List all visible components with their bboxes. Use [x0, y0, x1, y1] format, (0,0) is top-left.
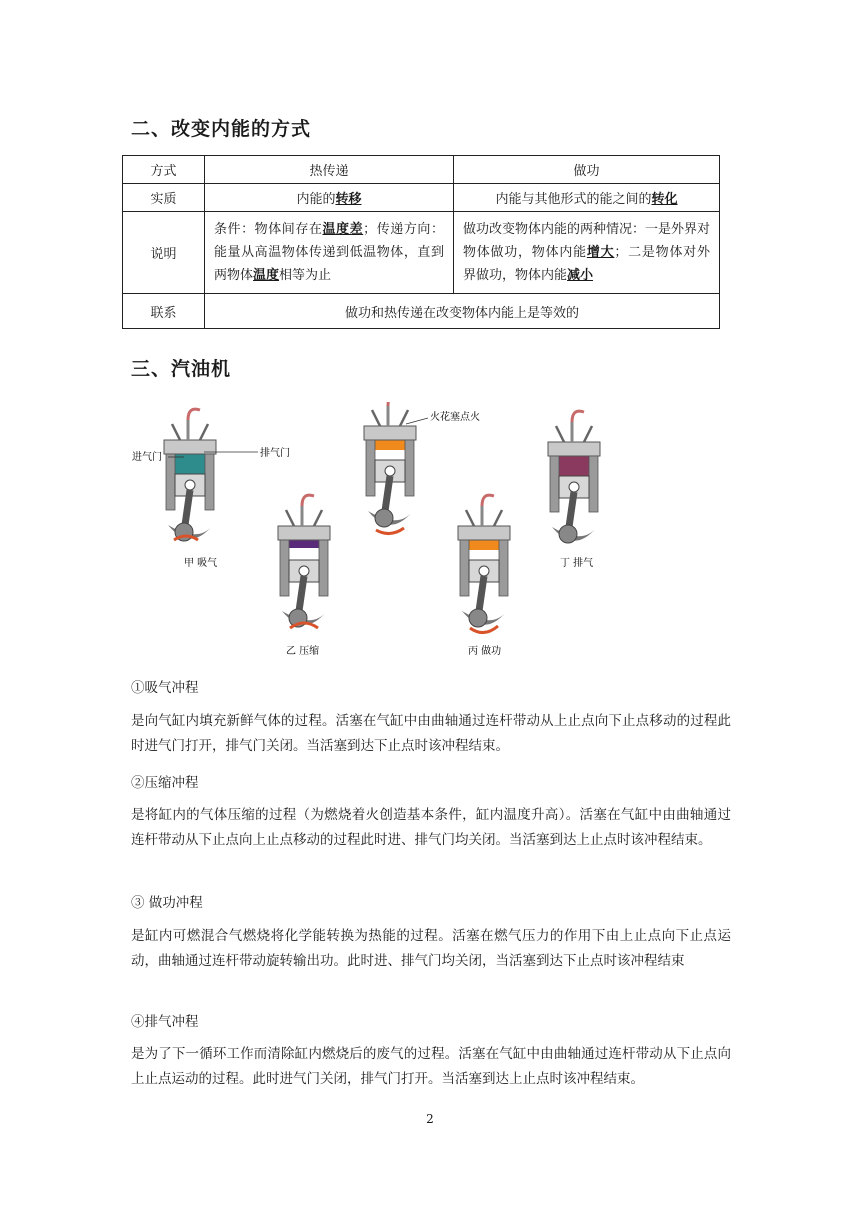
engine-strokes-figure: [122, 402, 622, 667]
cell-heat-essence: 内能的转移: [205, 184, 454, 212]
label-intake-valve: 进气门: [132, 452, 162, 463]
header-method: 方式: [123, 156, 205, 184]
engine-power-lower: [458, 495, 510, 632]
cell-work-explain: 做功改变物体内能的两种情况：一是外界对物体做功，物体内能增大；二是物体对外界做功，物体内能减小: [454, 212, 720, 294]
engine-exhaust: [548, 411, 600, 543]
label-explain: 说明: [123, 212, 205, 294]
stroke-text-2: 是将缸内的气体压缩的过程（为燃烧着火创造基本条件，缸内温度升高）。活塞在气缸中由曲轴通过连杆带动从下止点向上止点移动的过程此时进、排气门均关闭。当活塞到达上止点时该冲程结束。: [131, 807, 731, 848]
table-header-row: [123, 156, 720, 184]
stroke-title-3: ③ 做功冲程: [131, 895, 203, 911]
methods-table: [122, 155, 720, 329]
caption-power: 丙 做功: [468, 646, 502, 657]
page-number: 2: [426, 1112, 434, 1126]
stroke-title-1: ①吸气冲程: [131, 680, 199, 696]
caption-exhaust: 丁 排气: [560, 558, 594, 569]
table-row-explain: [123, 212, 720, 294]
engine-compression: [278, 495, 330, 628]
label-relation: 联系: [123, 294, 205, 329]
table-row-essence: [123, 184, 720, 212]
stroke-title-4: ④排气冲程: [131, 1014, 199, 1030]
label-spark-plug: 火花塞点火: [430, 412, 480, 423]
section-heading-methods: 二、改变内能的方式: [131, 118, 312, 140]
caption-intake: 甲 吸气: [184, 558, 218, 569]
caption-compression: 乙 压缩: [286, 646, 320, 657]
stroke-title-2: ②压缩冲程: [131, 775, 199, 791]
label-exhaust-valve: 排气门: [260, 448, 290, 459]
section-heading-engine: 三、汽油机: [131, 358, 232, 380]
engine-intake: [164, 409, 216, 541]
table-row-relation: [123, 294, 720, 329]
cell-work-essence: 内能与其他形式的能之间的转化: [454, 184, 720, 212]
stroke-text-3: 是缸内可燃混合气燃烧将化学能转换为热能的过程。活塞在燃气压力的作用下由上止点向下止点运动，曲轴通过连杆带动旋转输出功。此时进、排气门均关闭，当活塞到达下止点时该冲程结束: [131, 928, 731, 969]
cell-heat-explain: 条件：物体间存在温度差；传递方向：能量从高温物体传递到低温物体，直到两物体温度相等为止: [205, 212, 454, 294]
header-heat-transfer: 热传递: [205, 156, 454, 184]
label-essence: 实质: [123, 184, 205, 212]
stroke-text-4: 是为了下一循环工作而清除缸内燃烧后的废气的过程。活塞在气缸中由曲轴通过连杆带动从下止点向上止点运动的过程。此时进气门关闭，排气门打开。当活塞到达上止点时该冲程结束。: [131, 1046, 731, 1087]
header-work: 做功: [454, 156, 720, 184]
cell-relation: 做功和热传递在改变物体内能上是等效的: [205, 294, 720, 329]
stroke-text-1: 是向气缸内填充新鲜气体的过程。活塞在气缸中由曲轴通过连杆带动从上止点向下止点移动的过程此时进气门打开，排气门关闭。当活塞到达下止点时该冲程结束。: [131, 713, 731, 754]
engine-power: [364, 402, 416, 534]
